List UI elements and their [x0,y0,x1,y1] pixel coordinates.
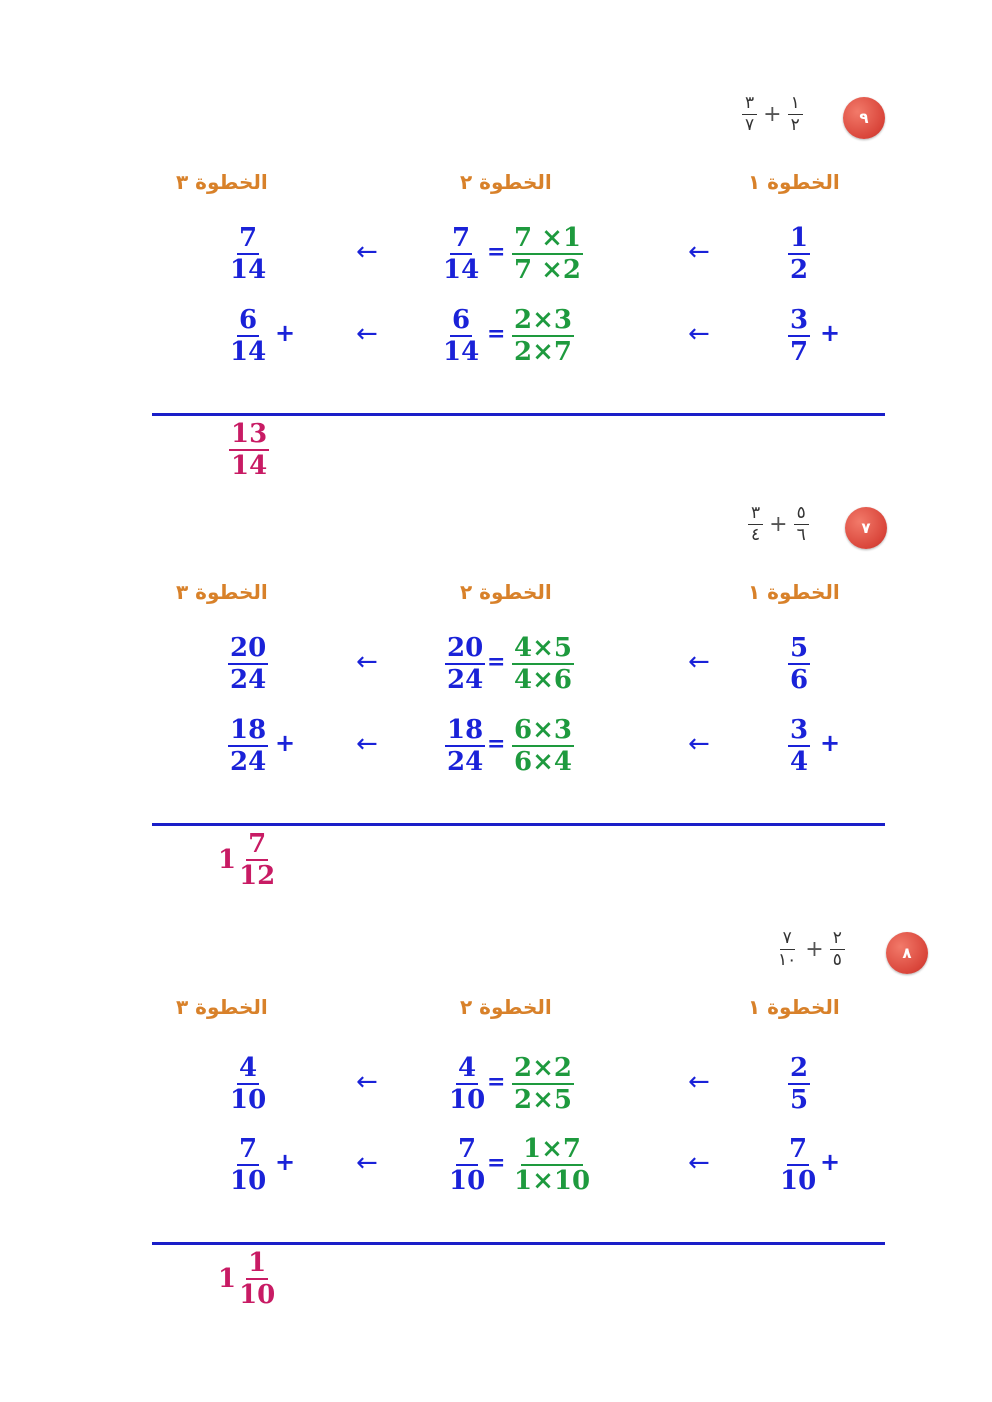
step2-fraction-numerator: 4 [458,1053,477,1083]
equals-sign: = [487,1069,506,1095]
result-fraction [237,1250,277,1308]
step3-fraction [228,307,268,365]
multiplier-fraction-denominator: 2×5 [514,1085,572,1115]
multiplier-fraction-numerator: 4×5 [514,633,572,663]
step-heading-step3: الخطوة ٣ [176,995,268,1019]
left-arrow-icon: ← [688,319,710,349]
plus-sign: + [275,319,296,347]
expression-fraction-b-denominator: ١٠ [778,950,797,970]
result-sum [218,1250,277,1308]
expression-fraction-b-denominator: ٧ [745,115,755,135]
expression-fraction-a-denominator: ٦ [796,525,806,545]
expression-operator: + [769,512,788,537]
plus-sign: + [820,319,841,347]
multiplier-fraction [512,1136,592,1194]
step2-fraction [447,1136,487,1194]
step3-fraction-numerator: 20 [230,633,267,663]
left-arrow-icon: ← [356,1148,378,1178]
result-denominator: 10 [239,1280,276,1310]
step-heading-step1: الخطوة ١ [748,580,840,604]
equals-sign: = [487,1150,506,1176]
equals-sign: = [487,649,506,675]
step1-fraction-numerator: 5 [790,633,809,663]
expression-fraction-a-numerator: ٢ [830,930,845,950]
step2-fraction-denominator: 10 [449,1166,486,1196]
step3-fraction-denominator: 14 [230,255,267,285]
problem-number-badge: ٨ [886,932,928,974]
plus-sign: + [275,1148,296,1176]
step1-fraction-numerator: 1 [790,223,809,253]
step1-fraction-denominator: 4 [790,747,809,777]
step2-fraction-denominator: 10 [449,1085,486,1115]
expression-fraction-a-numerator: ١ [788,95,803,115]
step2-fraction [445,717,485,775]
equals-sign: = [487,731,506,757]
step1-fraction [778,1136,818,1194]
step2-fraction-denominator: 14 [443,255,480,285]
multiplier-fraction [512,1055,574,1113]
expression-fraction-a [794,505,809,544]
step2-fraction-numerator: 7 [458,1134,477,1164]
step2-fraction-numerator: 20 [447,633,484,663]
step2-fraction [447,1055,487,1113]
left-arrow-icon: ← [688,1067,710,1097]
plus-sign: + [820,729,841,757]
step2-fraction [441,307,481,365]
step-heading-step1: الخطوة ١ [748,995,840,1019]
expression-fraction-b [742,95,757,134]
result-numerator: 1 [248,1248,267,1278]
plus-sign: + [275,729,296,757]
left-arrow-icon: ← [356,237,378,267]
step1-fraction-denominator: 10 [780,1166,817,1196]
left-arrow-icon: ← [688,1148,710,1178]
step1-fraction-denominator: 5 [790,1085,809,1115]
result-fraction [237,831,277,889]
step2-fraction-denominator: 14 [443,337,480,367]
result-numerator: 7 [248,829,267,859]
problem-expression [748,505,809,544]
expression-fraction-a-numerator: ٥ [794,505,809,525]
step1-fraction-numerator: 7 [789,1134,808,1164]
problem-expression [775,930,845,969]
multiplier-fraction [512,635,574,693]
step1-fraction-numerator: 3 [790,715,809,745]
problem-number-badge: ٩ [843,97,885,139]
step3-fraction [228,1055,268,1113]
step3-fraction [228,635,268,693]
left-arrow-icon: ← [356,1067,378,1097]
sum-divider-line [152,823,885,826]
multiplier-fraction-denominator: 7 ×2 [514,255,582,285]
step1-fraction [788,717,810,775]
expression-fraction-b-numerator: ٧ [780,930,795,950]
step3-fraction-numerator: 7 [239,223,258,253]
step3-fraction [228,717,268,775]
step2-fraction-denominator: 24 [447,665,484,695]
multiplier-fraction-denominator: 2×7 [514,337,572,367]
step2-fraction [445,635,485,693]
expression-fraction-b-numerator: ٣ [742,95,757,115]
step3-fraction [228,225,268,283]
step1-fraction [788,635,810,693]
multiplier-fraction-denominator: 1×10 [514,1166,591,1196]
result-denominator: 14 [231,451,268,481]
multiplier-fraction [512,225,583,283]
left-arrow-icon: ← [688,729,710,759]
step-heading-step3: الخطوة ٣ [176,580,268,604]
step1-fraction [788,1055,810,1113]
step3-fraction-denominator: 14 [230,337,267,367]
problem-block [0,930,992,1360]
step2-fraction [441,225,481,283]
multiplier-fraction [512,307,574,365]
step1-fraction-numerator: 3 [790,305,809,335]
problem-block [0,95,992,525]
multiplier-fraction-denominator: 4×6 [514,665,572,695]
multiplier-fraction-denominator: 6×4 [514,747,572,777]
step1-fraction [788,225,810,283]
step3-fraction-denominator: 10 [230,1166,267,1196]
result-fraction [229,421,269,479]
problem-number-badge: ٧ [845,507,887,549]
step3-fraction-numerator: 7 [239,1134,258,1164]
step1-fraction-denominator: 6 [790,665,809,695]
problem-expression [742,95,803,134]
problem-block [0,505,992,935]
multiplier-fraction [512,717,574,775]
step3-fraction-numerator: 18 [230,715,267,745]
result-denominator: 12 [239,861,276,891]
expression-fraction-a [788,95,803,134]
left-arrow-icon: ← [356,647,378,677]
step1-fraction-denominator: 2 [790,255,809,285]
expression-fraction-a-denominator: ٢ [790,115,800,135]
step3-fraction-denominator: 10 [230,1085,267,1115]
sum-divider-line [152,1242,885,1245]
result-numerator: 13 [231,419,268,449]
step1-fraction-numerator: 2 [790,1053,809,1083]
result-whole-number: 1 [218,1264,237,1294]
step2-fraction-numerator: 18 [447,715,484,745]
step3-fraction [228,1136,268,1194]
result-sum [228,421,269,479]
step1-fraction-denominator: 7 [790,337,809,367]
multiplier-fraction-numerator: 7 ×1 [514,223,582,253]
left-arrow-icon: ← [356,729,378,759]
left-arrow-icon: ← [356,319,378,349]
step3-fraction-numerator: 6 [239,305,258,335]
left-arrow-icon: ← [688,647,710,677]
step3-fraction-denominator: 24 [230,747,267,777]
step2-fraction-numerator: 7 [452,223,471,253]
step2-fraction-numerator: 6 [452,305,471,335]
multiplier-fraction-numerator: 2×2 [514,1053,572,1083]
step-heading-step2: الخطوة ٢ [460,580,552,604]
step-heading-step2: الخطوة ٢ [460,170,552,194]
multiplier-fraction-numerator: 2×3 [514,305,572,335]
expression-fraction-a [830,930,845,969]
step-heading-step2: الخطوة ٢ [460,995,552,1019]
plus-sign: + [820,1148,841,1176]
expression-fraction-b [775,930,799,969]
result-whole-number: 1 [218,845,237,875]
step2-fraction-denominator: 24 [447,747,484,777]
step-heading-step1: الخطوة ١ [748,170,840,194]
multiplier-fraction-numerator: 6×3 [514,715,572,745]
sum-divider-line [152,413,885,416]
expression-operator: + [763,102,782,127]
step3-fraction-denominator: 24 [230,665,267,695]
left-arrow-icon: ← [688,237,710,267]
expression-fraction-a-denominator: ٥ [832,950,842,970]
expression-operator: + [805,937,824,962]
expression-fraction-b-numerator: ٣ [748,505,763,525]
step3-fraction-numerator: 4 [239,1053,258,1083]
step-heading-step3: الخطوة ٣ [176,170,268,194]
expression-fraction-b [748,505,763,544]
multiplier-fraction-numerator: 1×7 [523,1134,582,1164]
result-sum [218,831,277,889]
equals-sign: = [487,321,506,347]
step1-fraction [788,307,810,365]
expression-fraction-b-denominator: ٤ [751,525,761,545]
equals-sign: = [487,239,506,265]
